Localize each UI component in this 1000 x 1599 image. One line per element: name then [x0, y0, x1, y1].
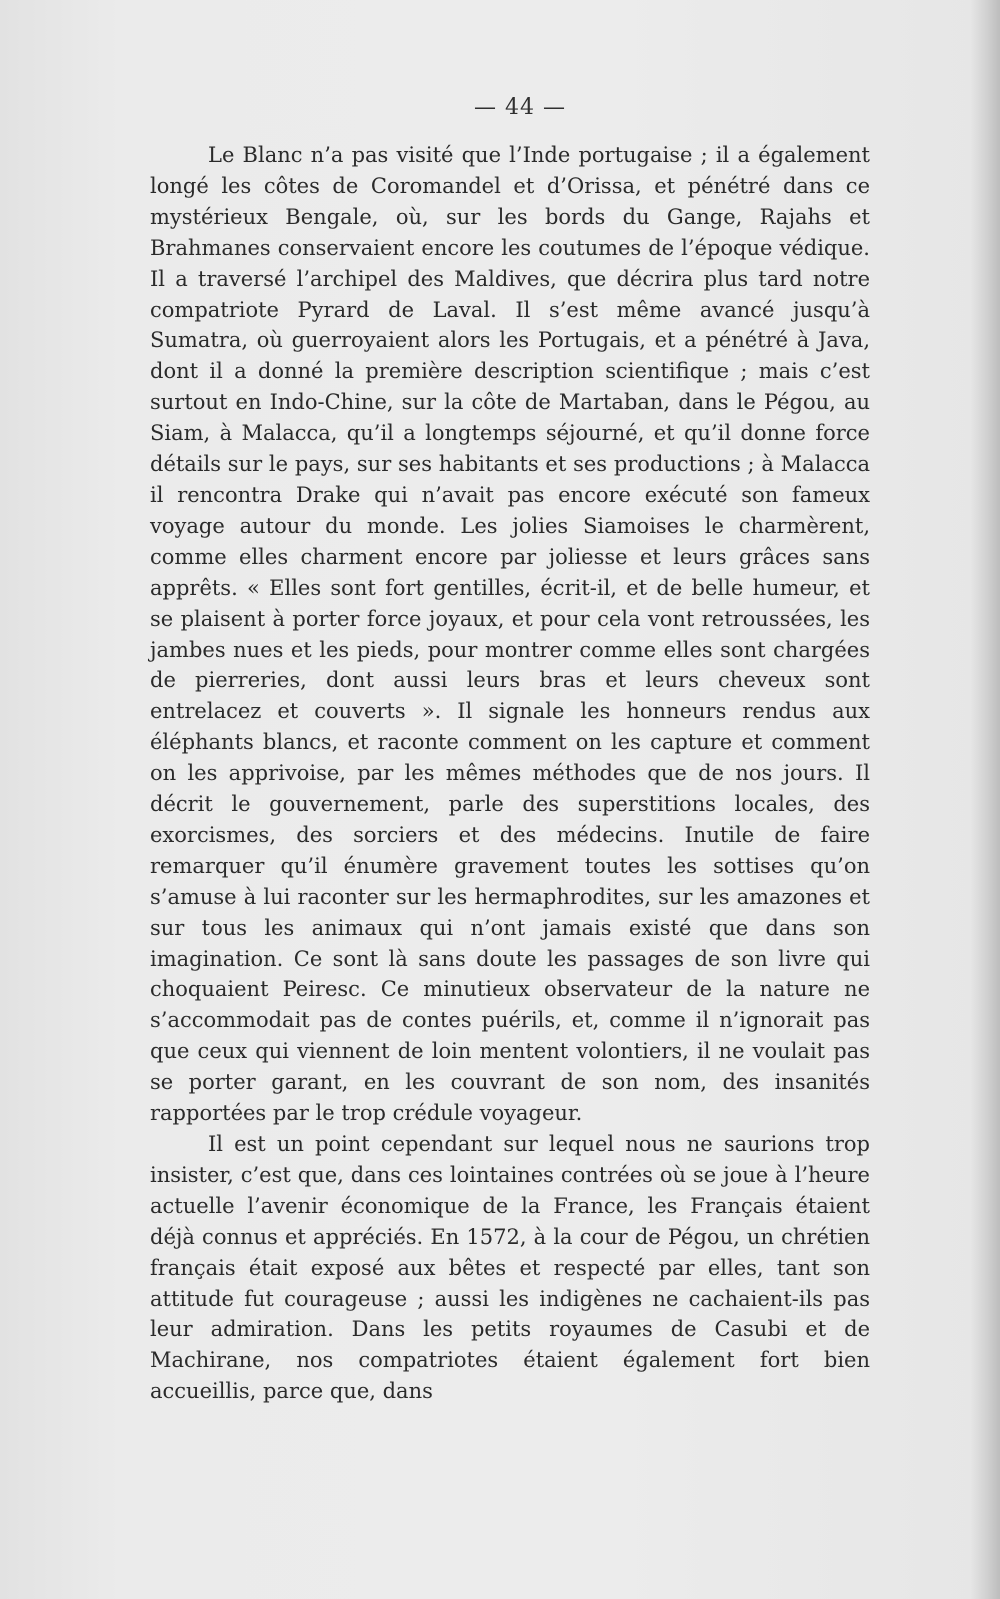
paragraph-1: Le Blanc n’a pas visité que l’Inde portugaise ; il a également longé les côtes de Coromandel et d’Orissa, et pénétré dans ce mystérieux Bengale, où, sur les bords du Gange, Rajahs et Brahmanes conservaient encore les coutumes de l’époque védique. Il a traversé l’archipel des Maldives, que décrira plus tard notre compatriote Pyrard de Laval. Il s’est même avancé jusqu’à Sumatra, où guerroyaient alors les Portugais, et a pénétré à Java, dont il a donné la première description scientifique ; mais c’est surtout en Indo-Chine, sur la côte de Martaban, dans le Pégou, au Siam, à Malacca, qu’il a longtemps séjourné, et qu’il donne force détails sur le pays, sur ses habitants et ses productions ; à Malacca il rencontra Drake qui n’avait pas encore exécuté son fameux voyage autour du monde. Les jolies Siamoises le charmèrent, comme elles charment encore par joliesse et leurs grâces sans apprêts. « Elles sont fort gentilles, écrit-il, et de belle humeur, et se plaisent à porter force joyaux, et pour cela vont retroussées, les jambes nues et les pieds, pour montrer comme elles sont chargées de pierreries, dont aussi leurs bras et leurs cheveux sont entrelacez et couverts ». Il signale les honneurs rendus aux éléphants blancs, et raconte comment on les capture et comment on les apprivoise, par les mêmes méthodes que de nos jours. Il décrit le gouvernement, parle des superstitions locales, des exorcismes, des sorciers et des médecins. Inutile de faire remarquer qu’il énumère gravement toutes les sottises qu’on s’amuse à lui raconter sur les hermaphrodites, sur les amazones et sur tous les animaux qui n’ont jamais existé que dans son imagination. Ce sont là sans doute les passages de son livre qui choquaient Peiresc. Ce minutieux observateur de la nature ne s’accommodait pas de contes puérils, et, comme il n’ignorait pas que ceux qui viennent de loin mentent volontiers, il ne voulait pas se porter garant, en les couvrant de son nom, des insanités rapportées par le trop crédule voyageur. [150, 143, 870, 1126]
page-edge-shadow [970, 0, 1000, 1599]
page-number: — 44 — [474, 95, 566, 120]
paragraph-2: Il est un point cependant sur lequel nous ne saurions trop insister, c’est que, dans ces lointaines contrées où se joue à l’heure actuelle l’avenir économique de la France, les Français étaient déjà connus et appréciés. En 1572, à la cour de Pégou, un chrétien français était exposé aux bêtes et respecté par elles, tant son attitude fut courageuse ; aussi les indigènes ne cachaient-ils pas leur admiration. Dans les petits royaumes de Casubi et de Machirane, nos compatriotes étaient également fort bien accueillis, parce que, dans [150, 1132, 870, 1404]
body-text [150, 140, 870, 1407]
